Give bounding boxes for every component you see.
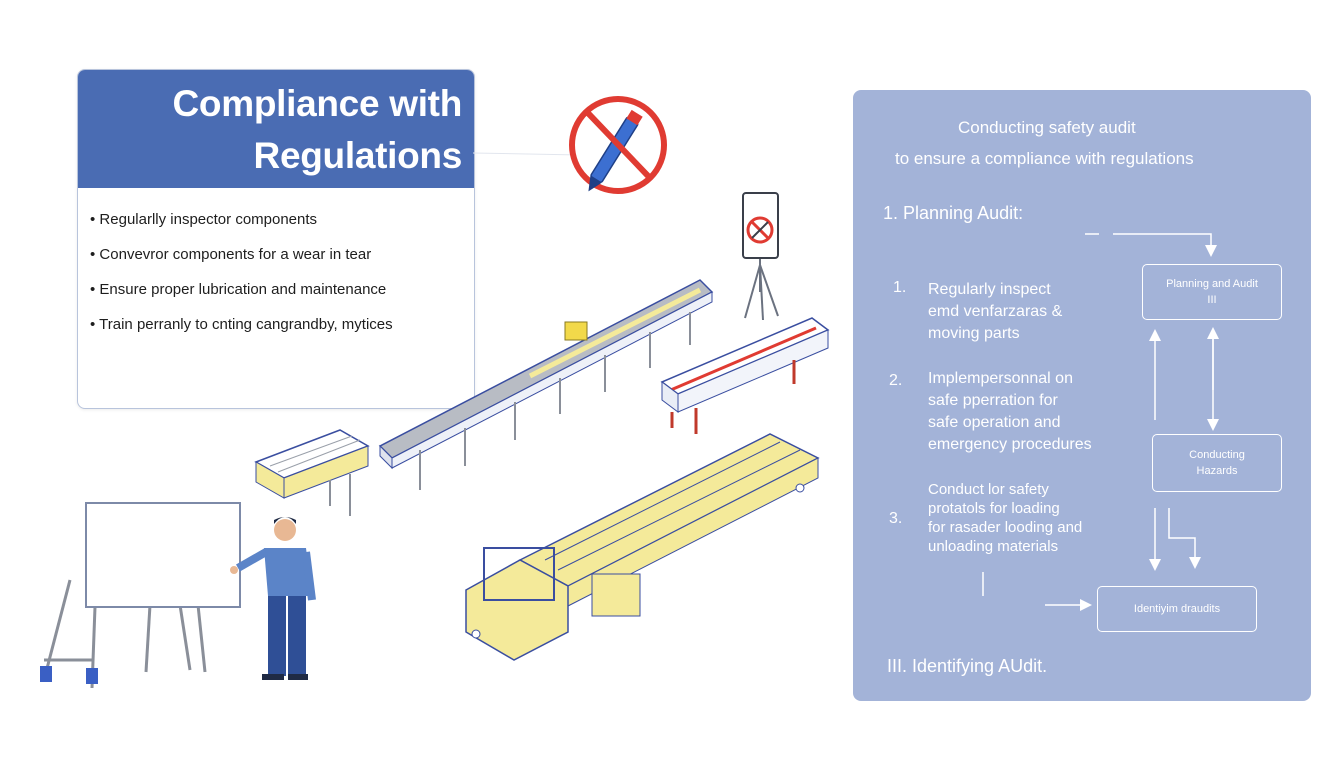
card-title-line1: Compliance with: [172, 83, 462, 124]
roller-conveyor: [466, 434, 818, 660]
flow-box-label: Conducting: [1189, 449, 1245, 461]
item-number: 1.: [893, 279, 907, 296]
flow-box-label: Identiyim draudits: [1133, 603, 1221, 615]
item-line: protatols for loading: [928, 500, 1060, 517]
worker-figure-icon: [230, 517, 312, 680]
list-item: • Ensure proper lubrication and maintenance: [90, 280, 474, 315]
item-line: for rasader looding and: [928, 519, 1083, 536]
flow-box-sublabel: III: [1207, 294, 1217, 306]
flow-box-planning: [1142, 264, 1282, 320]
small-yellow-conveyor: [256, 430, 368, 516]
footer-title: III. Identifying AUdit.: [887, 656, 1048, 676]
item-line: Conduct lor safety: [928, 481, 1049, 498]
whiteboard-icon: [40, 503, 240, 688]
item-number: 2.: [889, 372, 903, 389]
item-line: Implempersonnal on: [928, 370, 1073, 387]
item-number: 3.: [889, 510, 903, 527]
item-line: moving parts: [928, 325, 1020, 342]
section1-title: 1. Planning Audit:: [883, 203, 1024, 223]
item-line: emergency procedures: [928, 436, 1092, 453]
flow-box-label: Planning and Audit: [1166, 278, 1258, 290]
list-item: • Convevror components for a wear in tear: [90, 245, 474, 280]
card-title-line2: Regulations: [253, 135, 462, 176]
item-line: safe operation and: [928, 414, 1061, 431]
panel-heading-line1: Conducting safety audit: [958, 118, 1136, 137]
flow-box-label: Hazards: [1196, 465, 1238, 477]
no-pen-icon: [572, 99, 664, 195]
audit-panel: [853, 90, 1311, 701]
list-item: • Train perranly to cnting cangrandby, mytices: [90, 315, 474, 350]
list-item: • Regularlly inspector components: [90, 210, 474, 245]
item-line: emd venfarzaras &: [928, 303, 1063, 320]
panel-heading-line2: to ensure a compliance with regulations: [895, 149, 1194, 168]
no-entry-sign-icon: [743, 193, 778, 320]
item-line: Regularly inspect: [928, 281, 1051, 298]
item-line: safe pperration for: [928, 392, 1058, 409]
conveyor-icon: [662, 318, 828, 434]
flow-box-identifying: [1097, 586, 1257, 632]
item-line: unloading materials: [928, 538, 1059, 555]
flow-box-hazards: [1152, 434, 1282, 492]
